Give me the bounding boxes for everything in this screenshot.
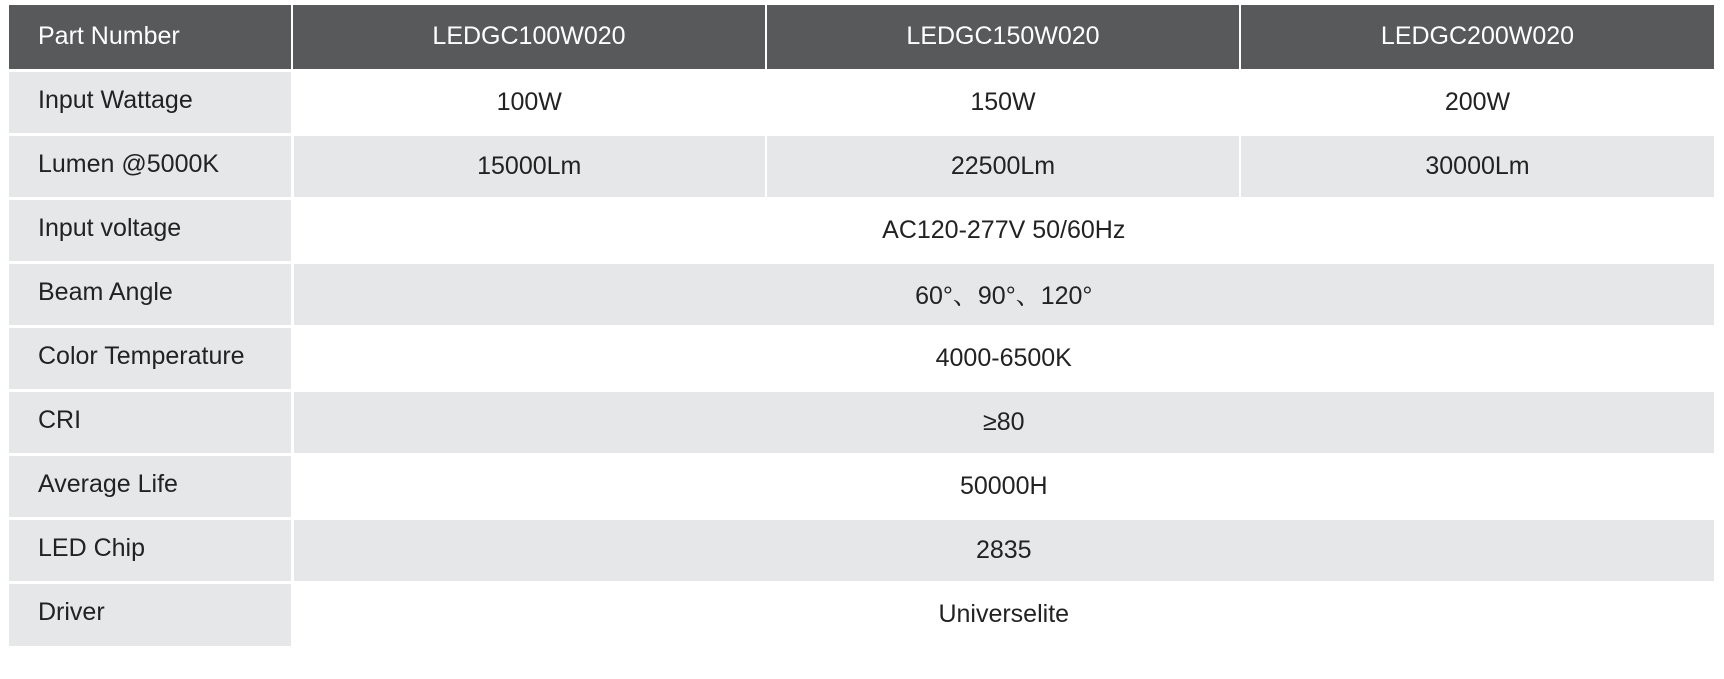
row-label: Color Temperature xyxy=(9,326,292,390)
value-cell: 60°、90°、120° xyxy=(292,262,1714,326)
row-lumen xyxy=(9,134,1714,198)
row-label: Input Wattage xyxy=(9,70,292,134)
row-label: Average Life xyxy=(9,454,292,518)
value-cell: 150W xyxy=(766,70,1240,134)
value-cell: 15000Lm xyxy=(292,134,766,198)
part-number-header: Part Number xyxy=(9,5,292,70)
row-label: Lumen @5000K xyxy=(9,134,292,198)
model-header-150w: LEDGC150W020 xyxy=(766,5,1240,70)
model-header-200w: LEDGC200W020 xyxy=(1240,5,1714,70)
header-row xyxy=(9,5,1714,70)
value-cell: 22500Lm xyxy=(766,134,1240,198)
row-label: Beam Angle xyxy=(9,262,292,326)
row-label: Driver xyxy=(9,582,292,646)
value-cell: 200W xyxy=(1240,70,1714,134)
value-cell: AC120-277V 50/60Hz xyxy=(292,198,1714,262)
row-cri xyxy=(9,390,1714,454)
row-driver xyxy=(9,582,1714,646)
row-led-chip xyxy=(9,518,1714,582)
row-label: LED Chip xyxy=(9,518,292,582)
value-cell: 2835 xyxy=(292,518,1714,582)
row-color-temperature xyxy=(9,326,1714,390)
model-header-100w: LEDGC100W020 xyxy=(292,5,766,70)
row-label: Input voltage xyxy=(9,198,292,262)
value-cell: 30000Lm xyxy=(1240,134,1714,198)
spec-table xyxy=(9,5,1714,646)
value-cell: 4000-6500K xyxy=(292,326,1714,390)
value-cell: Universelite xyxy=(292,582,1714,646)
row-average-life xyxy=(9,454,1714,518)
row-input-wattage xyxy=(9,70,1714,134)
table-header xyxy=(9,5,1714,70)
row-beam-angle xyxy=(9,262,1714,326)
row-input-voltage xyxy=(9,198,1714,262)
value-cell: 100W xyxy=(292,70,766,134)
row-label: CRI xyxy=(9,390,292,454)
value-cell: ≥80 xyxy=(292,390,1714,454)
value-cell: 50000H xyxy=(292,454,1714,518)
table-body xyxy=(9,70,1714,646)
